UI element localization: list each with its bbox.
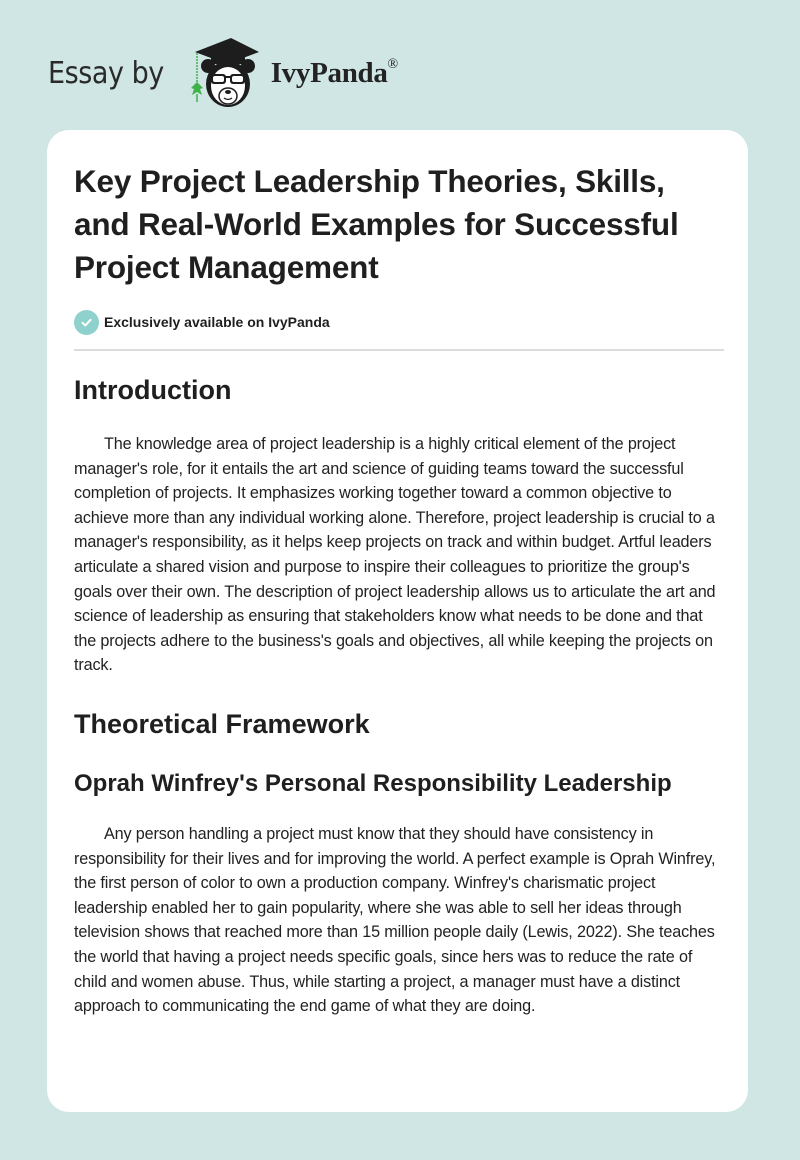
site-header xyxy=(48,36,398,110)
essay-content xyxy=(74,160,724,1019)
check-circle-icon xyxy=(74,310,99,335)
section-heading-introduction: Introduction xyxy=(74,375,232,405)
brand-name-text: IvyPanda xyxy=(270,56,388,89)
panda-graduate-logo-icon[interactable] xyxy=(187,36,267,110)
essay-card xyxy=(47,130,748,1112)
badge-label: Exclusively available on IvyPanda xyxy=(104,314,330,330)
brand-name[interactable] xyxy=(271,57,398,90)
essay-by-label: Essay by xyxy=(48,55,164,91)
paragraph-introduction: The knowledge area of project leadership is a highly critical element of the project manager's role, for it entails the art and science of guiding teams toward the successful completion of projects. It emphasizes working together toward a common objective to achieve more than any individual working alone. Therefore, project leadership is crucial to a manager's responsibility, as it helps keep projects on track and within budget. Artful leaders articulate a shared vision and purpose to inspire their colleagues to prioritize the group's goals over their own. The description of project leadership allows us to articulate the art and science of leadership as ensuring that stakeholders know what needs to be done and that the projects adhere to the business's goals and objectives, all while keeping the projects on track. xyxy=(74,435,716,675)
registered-mark: ® xyxy=(387,56,398,72)
section-heading-theoretical-framework: Theoretical Framework xyxy=(74,708,370,739)
exclusive-badge xyxy=(74,309,724,335)
page-title: Key Project Leadership Theories, Skills, and Real-World Examples for Successful Project Management xyxy=(74,163,679,285)
divider xyxy=(74,349,724,351)
paragraph-oprah: Any person handling a project must know that they should have consistency in responsibility for their lives and for improving the world. A perfect example is Oprah Winfrey, the first person of color to own a production company. Winfrey's charismatic project leadership enabled her to gain popularity, where she was able to sell her ideas through television shows that reached more than 15 million people daily (Lewis, 2022). She teaches the world that having a project needs specific goals, since hers was to reduce the rate of child and women abuse. Thus, while starting a project, a manager must have a distinct approach to communicating the end game of what they are doing. xyxy=(74,824,716,1016)
subsection-heading-oprah: Oprah Winfrey's Personal Responsibility Leadership xyxy=(74,769,672,797)
